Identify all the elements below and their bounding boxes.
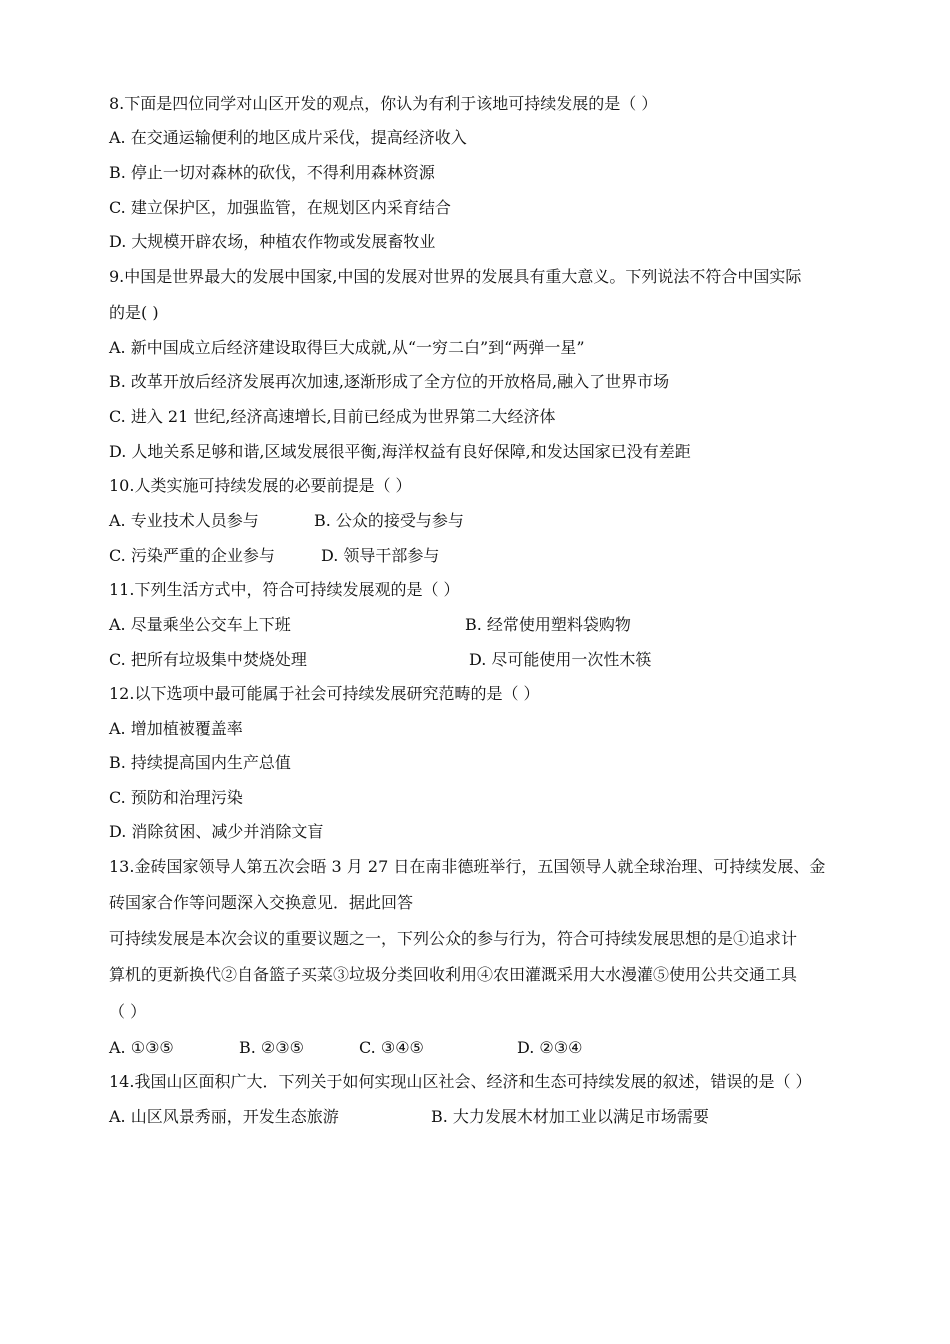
- question-9-option-c: C. 进入 21 世纪,经济高速增长,目前已经成为世界第二大经济体: [109, 407, 556, 426]
- question-13-answer-blank: （ ）: [109, 1002, 147, 1021]
- question-13-stem-cont: 砖国家合作等问题深入交换意见．据此回答: [109, 893, 414, 912]
- question-11-options-row-1: [109, 615, 850, 637]
- question-11-option-c: C. 把所有垃圾集中焚烧处理: [109, 650, 307, 669]
- question-9-stem: 9.中国是世界最大的发展中国家,中国的发展对世界的发展具有重大意义。下列说法不符合中国实际: [109, 267, 802, 286]
- question-10-option-b: B. 公众的接受与参与: [314, 511, 464, 530]
- question-8-option-b: B. 停止一切对森林的砍伐，不得利用森林资源: [109, 163, 435, 182]
- question-14-option-b: B. 大力发展木材加工业以满足市场需要: [431, 1107, 709, 1126]
- question-11-stem: 11.下列生活方式中，符合可持续发展观的是（ ）: [109, 580, 460, 599]
- question-14-option-a: A. 山区风景秀丽，开发生态旅游: [109, 1107, 339, 1126]
- question-8-option-a: A. 在交通运输便利的地区成片采伐，提高经济收入: [109, 128, 467, 147]
- question-13-subquestion: 可持续发展是本次会议的重要议题之一，下列公众的参与行为，符合可持续发展思想的是①追求计: [109, 929, 798, 948]
- question-14-stem: 14.我国山区面积广大．下列关于如何实现山区社会、经济和生态可持续发展的叙述，错误的是（ ）: [109, 1072, 812, 1091]
- question-13-options-row: [109, 1038, 850, 1060]
- question-10-options-row-1: [109, 511, 850, 533]
- question-9-option-a: A. 新中国成立后经济建设取得巨大成就,从“一穷二白”到“两弹一星”: [109, 338, 585, 357]
- question-13-stem: 13.金砖国家领导人第五次会晤 3 月 27 日在南非德班举行，五国领导人就全球治理、可持续发展、金: [109, 857, 826, 876]
- question-10-option-c: C. 污染严重的企业参与: [109, 546, 275, 565]
- question-10-options-row-2: [109, 546, 850, 568]
- question-9-option-d: D. 人地关系足够和谐,区域发展很平衡,海洋权益有良好保障,和发达国家已没有差距: [109, 442, 691, 461]
- question-14-options-row: [109, 1107, 850, 1129]
- question-13-option-d: D. ②③④: [517, 1038, 583, 1057]
- question-12-stem: 12.以下选项中最可能属于社会可持续发展研究范畴的是（ ）: [109, 684, 540, 703]
- question-13-subquestion-cont: 算机的更新换代②自备篮子买菜③垃圾分类回收利用④农田灌溉采用大水漫灌⑤使用公共交通工具: [109, 965, 798, 984]
- question-8-option-d: D. 大规模开辟农场，种植农作物或发展畜牧业: [109, 232, 436, 251]
- question-13-option-b: B. ②③⑤: [239, 1038, 304, 1057]
- question-13-option-c: C. ③④⑤: [359, 1038, 424, 1057]
- question-12-option-a: A. 增加植被覆盖率: [109, 719, 243, 738]
- question-12-option-d: D. 消除贫困、减少并消除文盲: [109, 822, 324, 841]
- question-8-option-c: C. 建立保护区，加强监管，在规划区内采育结合: [109, 198, 451, 217]
- question-11-option-b: B. 经常使用塑料袋购物: [465, 615, 631, 634]
- question-13-option-a: A. ①③⑤: [109, 1038, 174, 1057]
- question-8-stem: 8.下面是四位同学对山区开发的观点，你认为有利于该地可持续发展的是（ ）: [109, 94, 658, 113]
- question-9-option-b: B. 改革开放后经济发展再次加速,逐渐形成了全方位的开放格局,融入了世界市场: [109, 372, 670, 391]
- question-12-option-b: B. 持续提高国内生产总值: [109, 753, 291, 772]
- question-9-stem-cont: 的是( ): [109, 303, 159, 322]
- question-12-option-c: C. 预防和治理污染: [109, 788, 243, 807]
- question-11-option-a: A. 尽量乘坐公交车上下班: [109, 615, 291, 634]
- question-11-options-row-2: [109, 650, 850, 672]
- question-11-option-d: D. 尽可能使用一次性木筷: [469, 650, 652, 669]
- question-10-option-a: A. 专业技术人员参与: [109, 511, 259, 530]
- question-10-stem: 10.人类实施可持续发展的必要前提是（ ）: [109, 476, 412, 495]
- question-10-option-d: D. 领导干部参与: [321, 546, 440, 565]
